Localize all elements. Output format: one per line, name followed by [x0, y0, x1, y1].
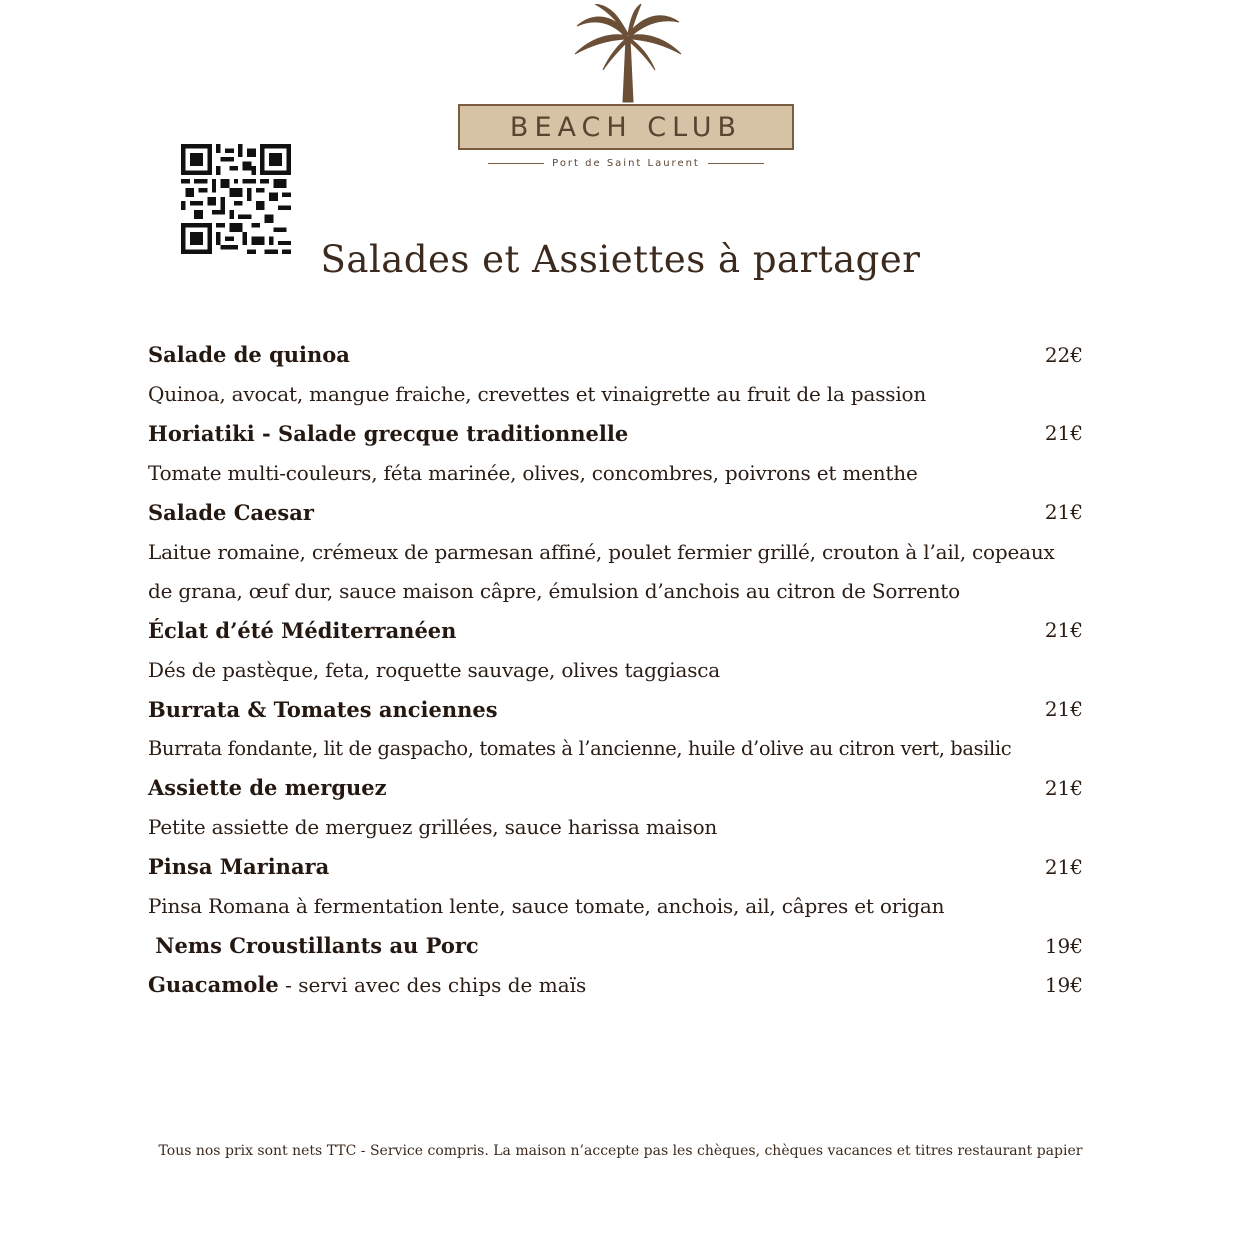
menu-item-price: 21€	[1044, 775, 1083, 800]
menu-item-price: 21€	[1044, 697, 1083, 722]
footer-note: Tous nos prix sont nets TTC - Service compris. La maison n’accepte pas les chèques, chèques vacances et titres restaurant papier	[158, 1143, 1083, 1159]
menu-item-description: de grana, œuf dur, sauce maison câpre, émulsion d’anchois au citron de Sorrento	[148, 579, 960, 604]
menu-item-title	[148, 972, 586, 997]
menu-item-row	[148, 414, 1083, 453]
menu-item-description: Tomate multi-couleurs, féta marinée, olives, concombres, poivrons et menthe	[148, 460, 918, 485]
menu-item-name: Assiette de merguez	[148, 775, 387, 801]
menu-item-name: Horiatiki - Salade grecque traditionnelle	[148, 420, 629, 446]
menu-item-price: 22€	[1044, 342, 1083, 367]
menu-item-description: Pinsa Romana à fermentation lente, sauce tomate, anchois, ail, câpres et origan	[148, 894, 945, 919]
menu-item-row	[148, 965, 1083, 1004]
menu-item-row	[148, 847, 1083, 886]
menu-list	[148, 335, 1083, 1005]
menu-item-name: Burrata & Tomates anciennes	[148, 696, 498, 722]
menu-item-row	[148, 611, 1083, 650]
logo-banner	[458, 104, 794, 150]
beach-club-logo	[458, 4, 798, 174]
menu-item-description: Petite assiette de merguez grillées, sauce harissa maison	[148, 815, 718, 840]
menu-item-row	[148, 690, 1083, 729]
menu-item-row	[148, 335, 1083, 374]
page-title: Salades et Assiettes à partager	[320, 238, 921, 281]
menu-item-price: 19€	[1044, 933, 1083, 958]
logo-name: BEACH CLUB	[509, 111, 743, 143]
menu-item-description: Dés de pastèque, feta, roquette sauvage, olives taggiasca	[148, 657, 720, 682]
menu-item-description: Quinoa, avocat, mangue fraiche, crevettes et vinaigrette au fruit de la passion	[148, 382, 927, 407]
logo-tagline-row	[488, 155, 764, 171]
menu-item-name: Guacamole	[148, 972, 279, 998]
menu-item-name: Pinsa Marinara	[148, 854, 330, 880]
menu-item-price: 21€	[1044, 500, 1083, 525]
menu-item-name: Salade de quinoa	[148, 342, 350, 368]
menu-item-row	[148, 493, 1083, 532]
menu-item-name: Éclat d’été Méditerranéen	[148, 617, 457, 643]
menu-item-row	[148, 768, 1083, 807]
menu-item-price: 21€	[1044, 421, 1083, 446]
palm-tree-icon	[573, 4, 683, 104]
menu-item-price: 21€	[1044, 854, 1083, 879]
menu-item-name: Nems Croustillants au Porc	[148, 933, 479, 959]
divider	[488, 163, 544, 164]
menu-item-price: 21€	[1044, 618, 1083, 643]
menu-item-inline-description: - servi avec des chips de maïs	[278, 973, 587, 998]
divider	[708, 163, 764, 164]
menu-item-name: Salade Caesar	[148, 499, 314, 525]
menu-item-row	[148, 926, 1083, 965]
menu-item-description: Laitue romaine, crémeux de parmesan affiné, poulet fermier grillé, crouton à l’ail, copeaux	[148, 539, 1055, 564]
logo-tagline: Port de Saint Laurent	[552, 157, 700, 169]
menu-item-description: Burrata fondante, lit de gaspacho, tomates à l’ancienne, huile d’olive au citron vert, basilic	[148, 737, 1012, 761]
menu-item-price: 19€	[1044, 972, 1083, 997]
